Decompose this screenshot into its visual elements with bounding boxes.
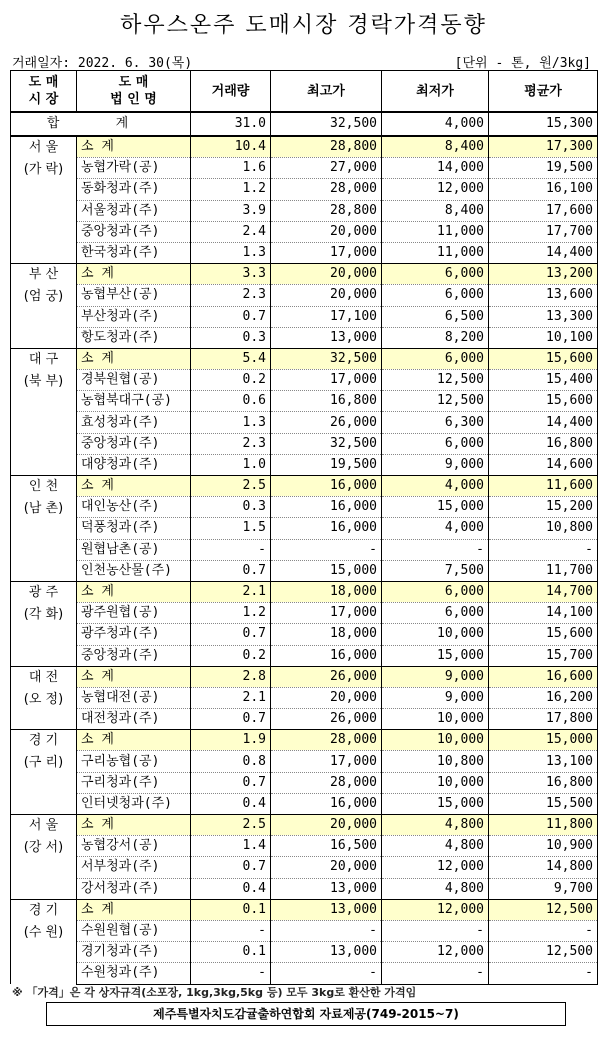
table-row xyxy=(11,497,598,518)
min-price-cell: 9,000 xyxy=(382,687,489,708)
avg-price-cell: 13,200 xyxy=(489,264,598,285)
min-price-cell: 6,000 xyxy=(382,264,489,285)
corp-name: 수원원협(공) xyxy=(77,920,191,941)
max-price-cell: 17,000 xyxy=(271,751,382,772)
corp-name: 인터넷청과(주) xyxy=(77,793,191,814)
total-min: 4,000 xyxy=(382,112,489,136)
min-price-cell: 10,000 xyxy=(382,709,489,730)
table-row xyxy=(11,560,598,581)
avg-price-cell: 15,500 xyxy=(489,793,598,814)
market-name: 서 울 (강 서) xyxy=(11,815,77,900)
table-row xyxy=(11,285,598,306)
min-price-cell: 15,000 xyxy=(382,793,489,814)
source-box: 제주특별자치도감귤출하연합회 자료제공(749-2015~7) xyxy=(46,1002,566,1026)
corp-name: 강서청과(주) xyxy=(77,878,191,899)
trade-date: 거래일자: 2022. 6. 30(목) xyxy=(12,56,193,71)
table-header-row xyxy=(11,71,598,113)
header-corp: 도 매 법 인 명 xyxy=(77,71,191,113)
volume-cell: 0.2 xyxy=(191,645,271,666)
corp-name: 경기청과(주) xyxy=(77,942,191,963)
footnote: ※ 「가격」은 각 상자규격(소포장, 1kg,3kg,5kg 등) 모두 3kg로 환산한 가격임 xyxy=(12,986,417,999)
min-price-cell: 6,000 xyxy=(382,348,489,369)
min-price-cell: 8,400 xyxy=(382,200,489,221)
max-price-cell: 16,000 xyxy=(271,497,382,518)
table-row xyxy=(11,857,598,878)
max-price-cell: - xyxy=(271,920,382,941)
corp-name: 광주청과(주) xyxy=(77,624,191,645)
min-price-cell: 10,000 xyxy=(382,730,489,751)
min-price-cell: 6,000 xyxy=(382,285,489,306)
volume-cell: 2.4 xyxy=(191,221,271,242)
corp-name: 한국청과(주) xyxy=(77,242,191,263)
corp-name: 원협남촌(공) xyxy=(77,539,191,560)
corp-name: 농협북대구(공) xyxy=(77,391,191,412)
volume-cell: 5.4 xyxy=(191,348,271,369)
volume-cell: 0.3 xyxy=(191,497,271,518)
max-price-cell: - xyxy=(271,539,382,560)
avg-price-cell: 15,700 xyxy=(489,645,598,666)
max-price-cell: 13,000 xyxy=(271,942,382,963)
volume-cell: 2.5 xyxy=(191,815,271,836)
max-price-cell: 16,000 xyxy=(271,645,382,666)
volume-cell: - xyxy=(191,963,271,984)
max-price-cell: 13,000 xyxy=(271,878,382,899)
table-row xyxy=(11,306,598,327)
avg-price-cell: 17,300 xyxy=(489,136,598,158)
max-price-cell: 17,000 xyxy=(271,603,382,624)
max-price-cell: 32,500 xyxy=(271,433,382,454)
corp-name: 소 계 xyxy=(77,666,191,687)
min-price-cell: 11,000 xyxy=(382,242,489,263)
subtotal-row xyxy=(11,476,598,497)
volume-cell: 1.3 xyxy=(191,412,271,433)
market-name: 광 주 (각 화) xyxy=(11,581,77,666)
avg-price-cell: 13,600 xyxy=(489,285,598,306)
table-row xyxy=(11,242,598,263)
min-price-cell: 10,000 xyxy=(382,624,489,645)
page-title: 하우스온주 도매시장 경락가격동향 xyxy=(120,13,487,38)
min-price-cell: 4,000 xyxy=(382,518,489,539)
volume-cell: 0.7 xyxy=(191,560,271,581)
volume-cell: 3.9 xyxy=(191,200,271,221)
corp-name: 덕풍청과(주) xyxy=(77,518,191,539)
max-price-cell: 15,000 xyxy=(271,560,382,581)
avg-price-cell: 12,500 xyxy=(489,942,598,963)
min-price-cell: 12,000 xyxy=(382,899,489,920)
volume-cell: 0.7 xyxy=(191,306,271,327)
max-price-cell: 28,800 xyxy=(271,200,382,221)
corp-name: 효성청과(주) xyxy=(77,412,191,433)
volume-cell: 1.2 xyxy=(191,179,271,200)
subtotal-row xyxy=(11,581,598,602)
max-price-cell: 28,000 xyxy=(271,772,382,793)
max-price-cell: 32,500 xyxy=(271,348,382,369)
volume-cell: 0.1 xyxy=(191,942,271,963)
volume-cell: 0.4 xyxy=(191,878,271,899)
min-price-cell: 6,500 xyxy=(382,306,489,327)
table-row xyxy=(11,772,598,793)
volume-cell: 0.7 xyxy=(191,624,271,645)
min-price-cell: 7,500 xyxy=(382,560,489,581)
corp-name: 농협가락(공) xyxy=(77,158,191,179)
table-row xyxy=(11,836,598,857)
table-row xyxy=(11,942,598,963)
avg-price-cell: 15,400 xyxy=(489,370,598,391)
unit-label: [단위 - 톤, 원/3kg] xyxy=(454,56,591,71)
min-price-cell: 10,000 xyxy=(382,772,489,793)
max-price-cell: 16,800 xyxy=(271,391,382,412)
volume-cell: 0.7 xyxy=(191,709,271,730)
table-row xyxy=(11,687,598,708)
min-price-cell: 9,000 xyxy=(382,454,489,475)
subtotal-row xyxy=(11,815,598,836)
table-row xyxy=(11,327,598,348)
subtotal-row xyxy=(11,730,598,751)
max-price-cell: 16,000 xyxy=(271,793,382,814)
max-price-cell: 13,000 xyxy=(271,327,382,348)
max-price-cell: 26,000 xyxy=(271,666,382,687)
avg-price-cell: 15,600 xyxy=(489,391,598,412)
min-price-cell: 12,500 xyxy=(382,370,489,391)
min-price-cell: - xyxy=(382,539,489,560)
corp-name: 구리청과(주) xyxy=(77,772,191,793)
market-name: 부 산 (엄 궁) xyxy=(11,264,77,349)
avg-price-cell: 17,700 xyxy=(489,221,598,242)
avg-price-cell: 16,800 xyxy=(489,433,598,454)
avg-price-cell: 14,400 xyxy=(489,412,598,433)
corp-name: 중앙청과(주) xyxy=(77,221,191,242)
subtotal-row xyxy=(11,136,598,158)
volume-cell: - xyxy=(191,920,271,941)
volume-cell: 2.5 xyxy=(191,476,271,497)
avg-price-cell: 15,600 xyxy=(489,624,598,645)
avg-price-cell: 14,800 xyxy=(489,857,598,878)
market-name: 대 전 (오 정) xyxy=(11,666,77,730)
max-price-cell: 20,000 xyxy=(271,815,382,836)
header-market: 도 매 시 장 xyxy=(11,71,77,113)
table-row xyxy=(11,200,598,221)
volume-cell: 0.6 xyxy=(191,391,271,412)
header-volume: 거래량 xyxy=(191,71,271,113)
volume-cell: 1.3 xyxy=(191,242,271,263)
corp-name: 구리농협(공) xyxy=(77,751,191,772)
max-price-cell: 16,000 xyxy=(271,476,382,497)
volume-cell: 10.4 xyxy=(191,136,271,158)
volume-cell: 3.3 xyxy=(191,264,271,285)
corp-name: 대인농산(주) xyxy=(77,497,191,518)
table-row xyxy=(11,878,598,899)
min-price-cell: 15,000 xyxy=(382,497,489,518)
corp-name: 소 계 xyxy=(77,899,191,920)
min-price-cell: 9,000 xyxy=(382,666,489,687)
market-name: 경 기 (구 리) xyxy=(11,730,77,815)
corp-name: 소 계 xyxy=(77,815,191,836)
table-row xyxy=(11,454,598,475)
volume-cell: 0.8 xyxy=(191,751,271,772)
subtotal-row xyxy=(11,348,598,369)
avg-price-cell: 16,200 xyxy=(489,687,598,708)
corp-name: 농협대전(공) xyxy=(77,687,191,708)
avg-price-cell: 13,100 xyxy=(489,751,598,772)
max-price-cell: 18,000 xyxy=(271,581,382,602)
max-price-cell: 16,000 xyxy=(271,518,382,539)
avg-price-cell: 14,600 xyxy=(489,454,598,475)
corp-name: 광주원협(공) xyxy=(77,603,191,624)
header-avg: 평균가 xyxy=(489,71,598,113)
header-max: 최고가 xyxy=(271,71,382,113)
min-price-cell: 6,000 xyxy=(382,581,489,602)
max-price-cell: 13,000 xyxy=(271,899,382,920)
min-price-cell: 8,400 xyxy=(382,136,489,158)
total-volume: 31.0 xyxy=(191,112,271,136)
corp-name: 소 계 xyxy=(77,730,191,751)
corp-name: 인천농산물(주) xyxy=(77,560,191,581)
table-row xyxy=(11,751,598,772)
corp-name: 소 계 xyxy=(77,264,191,285)
volume-cell: 1.4 xyxy=(191,836,271,857)
avg-price-cell: 15,600 xyxy=(489,348,598,369)
avg-price-cell: 17,800 xyxy=(489,709,598,730)
min-price-cell: 8,200 xyxy=(382,327,489,348)
total-row xyxy=(11,112,598,136)
max-price-cell: 27,000 xyxy=(271,158,382,179)
max-price-cell: 17,000 xyxy=(271,370,382,391)
max-price-cell: 20,000 xyxy=(271,687,382,708)
min-price-cell: 12,000 xyxy=(382,857,489,878)
volume-cell: 2.1 xyxy=(191,687,271,708)
table-row xyxy=(11,793,598,814)
min-price-cell: 4,800 xyxy=(382,815,489,836)
avg-price-cell: 19,500 xyxy=(489,158,598,179)
total-avg: 15,300 xyxy=(489,112,598,136)
max-price-cell: 20,000 xyxy=(271,264,382,285)
market-name: 인 천 (남 촌) xyxy=(11,476,77,582)
corp-name: 소 계 xyxy=(77,136,191,158)
min-price-cell: 6,000 xyxy=(382,433,489,454)
min-price-cell: 12,000 xyxy=(382,942,489,963)
avg-price-cell: 9,700 xyxy=(489,878,598,899)
volume-cell: 2.8 xyxy=(191,666,271,687)
min-price-cell: 4,000 xyxy=(382,476,489,497)
corp-name: 농협부산(공) xyxy=(77,285,191,306)
volume-cell: 2.3 xyxy=(191,433,271,454)
volume-cell: 2.3 xyxy=(191,285,271,306)
volume-cell: 1.6 xyxy=(191,158,271,179)
corp-name: 농협강서(공) xyxy=(77,836,191,857)
avg-price-cell: 16,800 xyxy=(489,772,598,793)
max-price-cell: 17,100 xyxy=(271,306,382,327)
table-row xyxy=(11,179,598,200)
avg-price-cell: 12,500 xyxy=(489,899,598,920)
table-row xyxy=(11,603,598,624)
avg-price-cell: 14,400 xyxy=(489,242,598,263)
avg-price-cell: 11,800 xyxy=(489,815,598,836)
max-price-cell: 28,800 xyxy=(271,136,382,158)
table-row xyxy=(11,433,598,454)
market-name: 대 구 (북 부) xyxy=(11,348,77,475)
min-price-cell: 14,000 xyxy=(382,158,489,179)
volume-cell: 1.2 xyxy=(191,603,271,624)
table-row xyxy=(11,645,598,666)
min-price-cell: 12,000 xyxy=(382,179,489,200)
price-table xyxy=(10,70,598,985)
max-price-cell: 16,500 xyxy=(271,836,382,857)
volume-cell: 0.7 xyxy=(191,772,271,793)
max-price-cell: 18,000 xyxy=(271,624,382,645)
avg-price-cell: 10,800 xyxy=(489,518,598,539)
table-row xyxy=(11,539,598,560)
subtotal-row xyxy=(11,666,598,687)
max-price-cell: 28,000 xyxy=(271,730,382,751)
corp-name: 대양청과(주) xyxy=(77,454,191,475)
avg-price-cell: 11,600 xyxy=(489,476,598,497)
total-label: 합 계 xyxy=(11,112,191,136)
min-price-cell: 4,800 xyxy=(382,878,489,899)
volume-cell: 0.2 xyxy=(191,370,271,391)
max-price-cell: 20,000 xyxy=(271,857,382,878)
min-price-cell: 11,000 xyxy=(382,221,489,242)
volume-cell: - xyxy=(191,539,271,560)
min-price-cell: 4,800 xyxy=(382,836,489,857)
max-price-cell: 19,500 xyxy=(271,454,382,475)
avg-price-cell: 15,000 xyxy=(489,730,598,751)
avg-price-cell: 14,100 xyxy=(489,603,598,624)
corp-name: 대전청과(주) xyxy=(77,709,191,730)
avg-price-cell: - xyxy=(489,539,598,560)
max-price-cell: 26,000 xyxy=(271,412,382,433)
subtotal-row xyxy=(11,264,598,285)
market-name: 서 울 (가 락) xyxy=(11,136,77,264)
corp-name: 동화청과(주) xyxy=(77,179,191,200)
corp-name: 서울청과(주) xyxy=(77,200,191,221)
avg-price-cell: - xyxy=(489,963,598,984)
table-row xyxy=(11,920,598,941)
table-row xyxy=(11,412,598,433)
total-max: 32,500 xyxy=(271,112,382,136)
volume-cell: 0.4 xyxy=(191,793,271,814)
corp-name: 중앙청과(주) xyxy=(77,645,191,666)
table-row xyxy=(11,624,598,645)
avg-price-cell: - xyxy=(489,920,598,941)
table-row xyxy=(11,709,598,730)
avg-price-cell: 11,700 xyxy=(489,560,598,581)
market-name: 경 기 (수 원) xyxy=(11,899,77,984)
max-price-cell: 20,000 xyxy=(271,285,382,306)
max-price-cell: 17,000 xyxy=(271,242,382,263)
min-price-cell: 12,500 xyxy=(382,391,489,412)
avg-price-cell: 10,100 xyxy=(489,327,598,348)
min-price-cell: - xyxy=(382,920,489,941)
corp-name: 부산청과(주) xyxy=(77,306,191,327)
max-price-cell: - xyxy=(271,963,382,984)
avg-price-cell: 15,200 xyxy=(489,497,598,518)
volume-cell: 2.1 xyxy=(191,581,271,602)
corp-name: 소 계 xyxy=(77,581,191,602)
corp-name: 소 계 xyxy=(77,348,191,369)
header-min: 최저가 xyxy=(382,71,489,113)
volume-cell: 1.9 xyxy=(191,730,271,751)
max-price-cell: 20,000 xyxy=(271,221,382,242)
min-price-cell: 15,000 xyxy=(382,645,489,666)
min-price-cell: - xyxy=(382,963,489,984)
max-price-cell: 28,000 xyxy=(271,179,382,200)
volume-cell: 0.3 xyxy=(191,327,271,348)
corp-name: 항도청과(주) xyxy=(77,327,191,348)
volume-cell: 0.1 xyxy=(191,899,271,920)
table-row xyxy=(11,158,598,179)
avg-price-cell: 16,100 xyxy=(489,179,598,200)
corp-name: 경북원협(공) xyxy=(77,370,191,391)
corp-name: 서부청과(주) xyxy=(77,857,191,878)
table-row xyxy=(11,963,598,984)
avg-price-cell: 14,700 xyxy=(489,581,598,602)
volume-cell: 0.7 xyxy=(191,857,271,878)
avg-price-cell: 17,600 xyxy=(489,200,598,221)
corp-name: 수원청과(주) xyxy=(77,963,191,984)
table-row xyxy=(11,391,598,412)
subtotal-row xyxy=(11,899,598,920)
volume-cell: 1.5 xyxy=(191,518,271,539)
min-price-cell: 6,000 xyxy=(382,603,489,624)
min-price-cell: 6,300 xyxy=(382,412,489,433)
corp-name: 소 계 xyxy=(77,476,191,497)
avg-price-cell: 16,600 xyxy=(489,666,598,687)
corp-name: 중앙청과(주) xyxy=(77,433,191,454)
min-price-cell: 10,800 xyxy=(382,751,489,772)
volume-cell: 1.0 xyxy=(191,454,271,475)
avg-price-cell: 10,900 xyxy=(489,836,598,857)
max-price-cell: 26,000 xyxy=(271,709,382,730)
table-row xyxy=(11,370,598,391)
table-row xyxy=(11,518,598,539)
avg-price-cell: 13,300 xyxy=(489,306,598,327)
table-row xyxy=(11,221,598,242)
